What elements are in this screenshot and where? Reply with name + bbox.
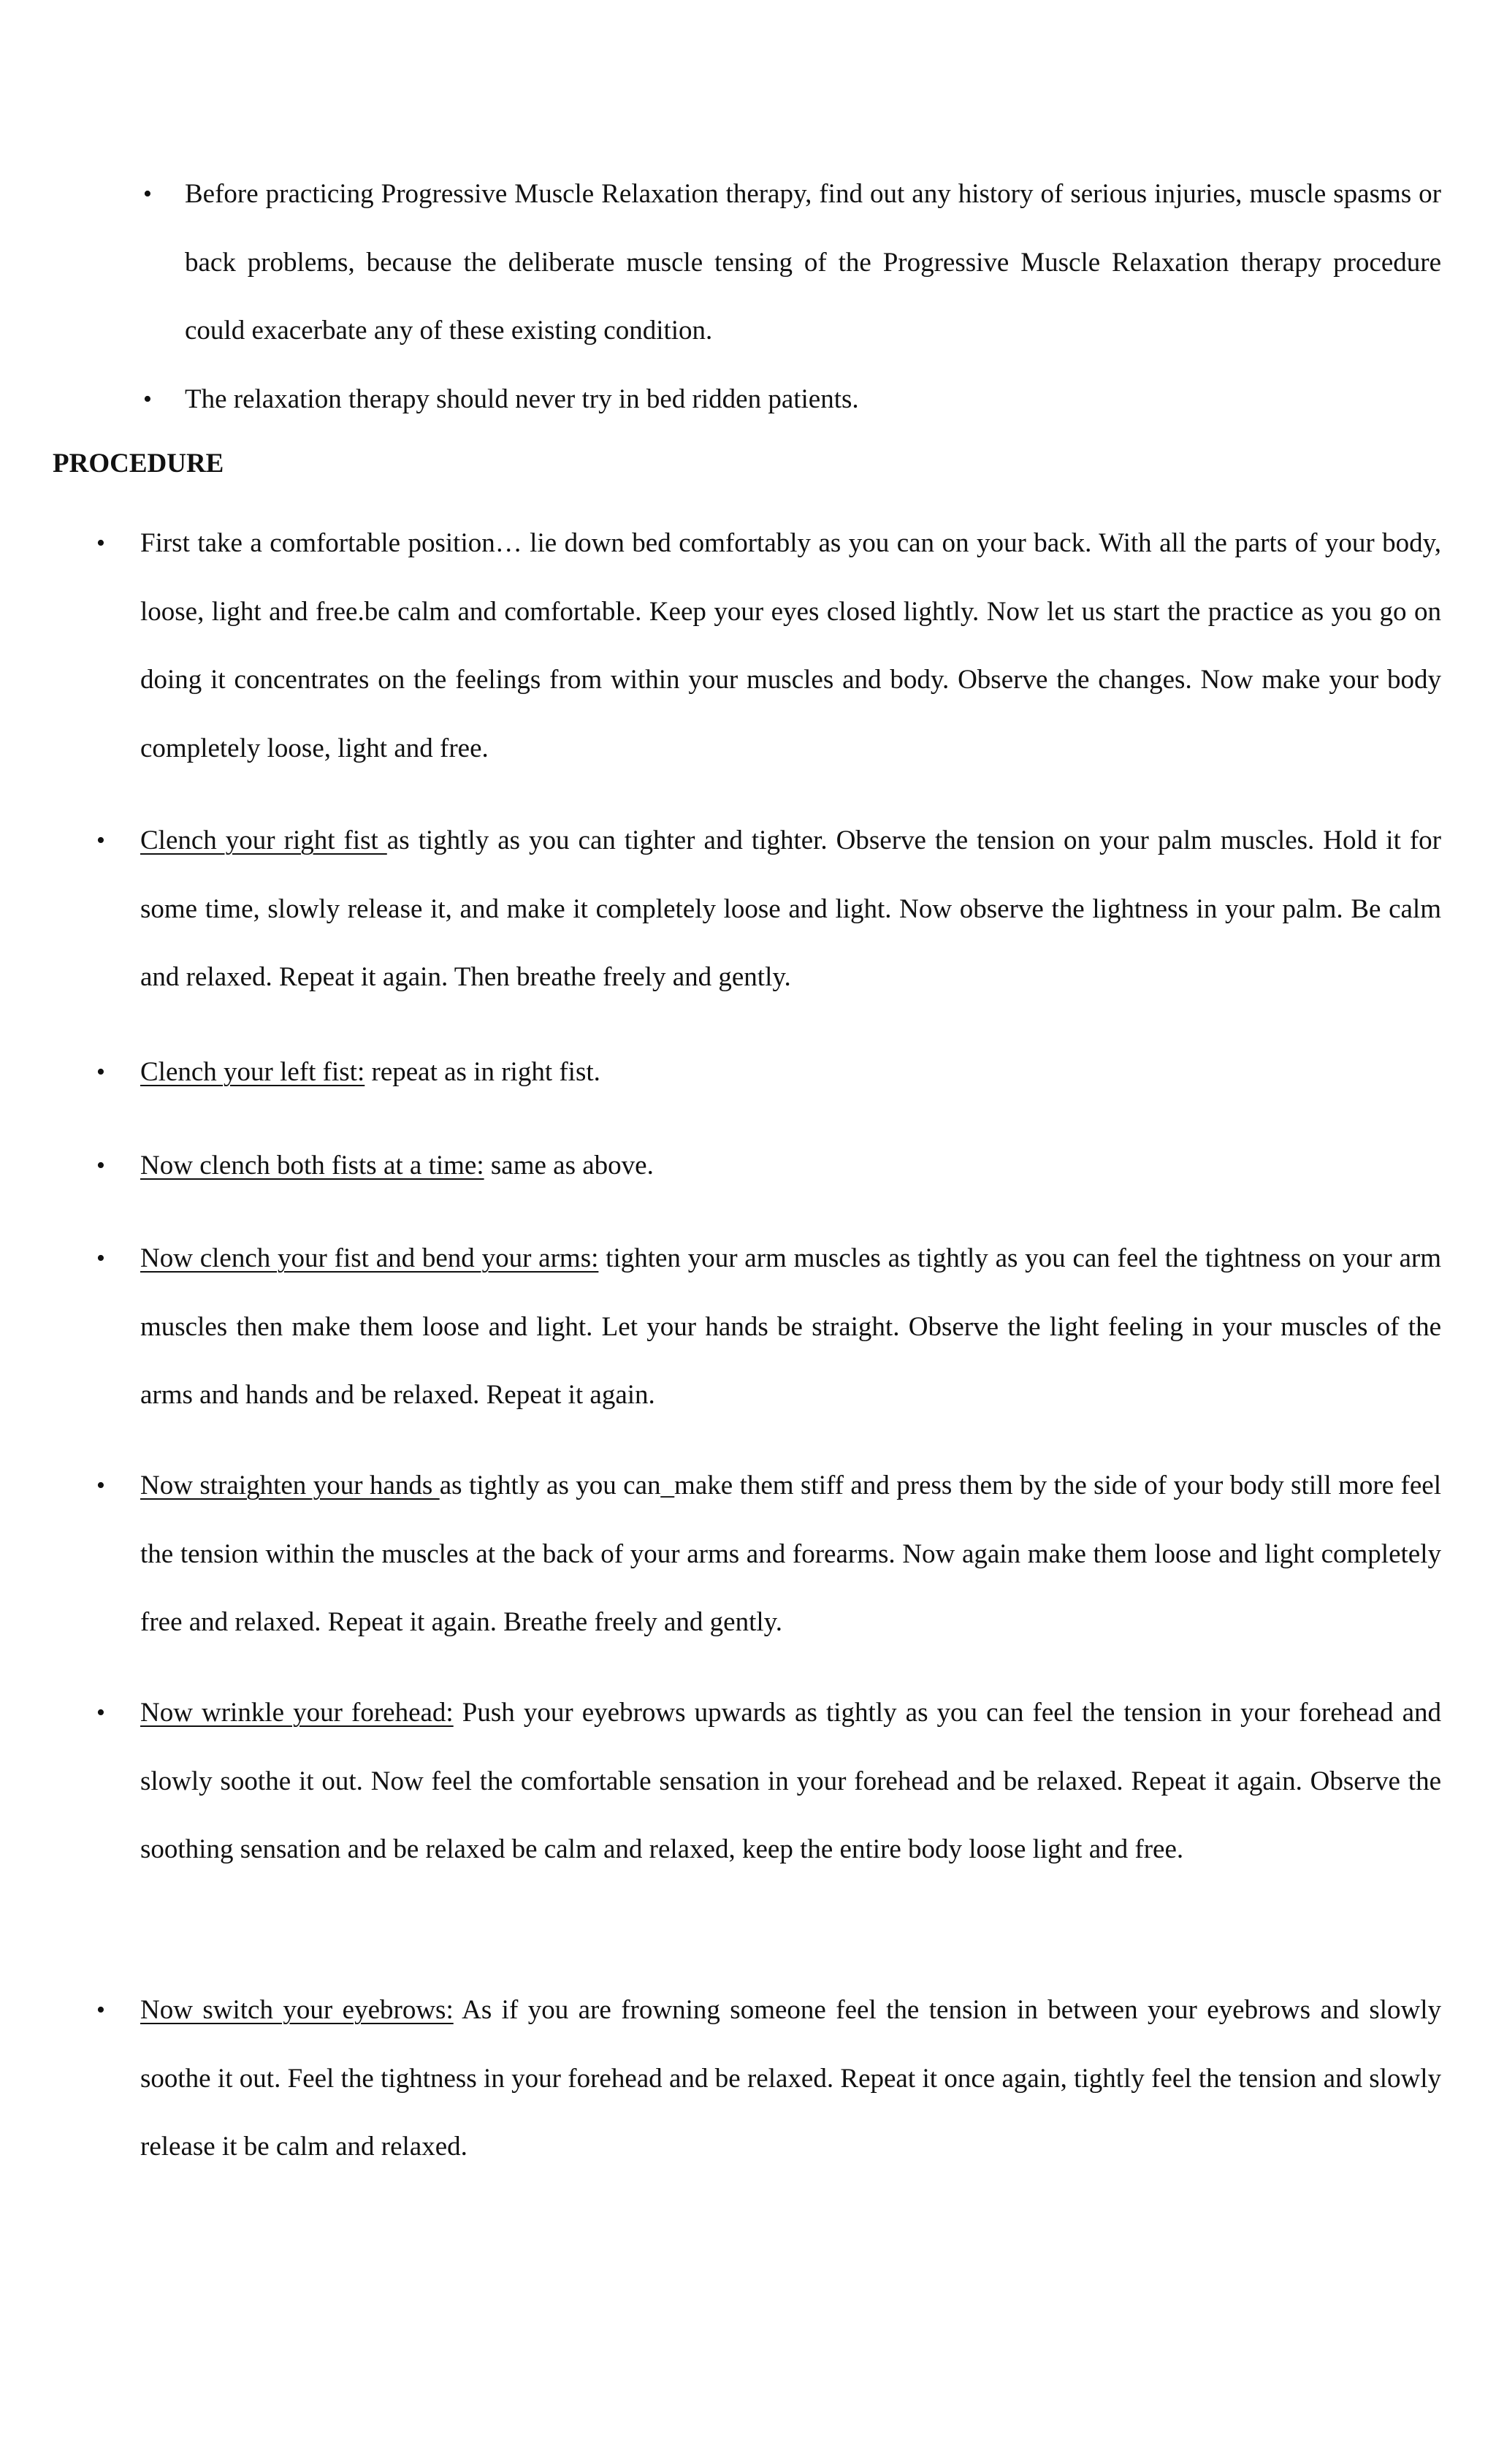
step-lead: Now clench both fists at a time: — [140, 1151, 484, 1180]
bullet-icon: • — [96, 1996, 105, 2024]
step-text: as tightly as you can_make them stiff and press them by the side of your body still more feel the tension within the muscles at the back of your arms and forearms. Now again make them loose and light completely free and relaxed. Repeat it again. Breathe freely and gently. — [140, 1471, 1441, 1637]
precaution-text: Before practicing Progressive Muscle Relaxation therapy, find out any history of serious injuries, muscle spasms or back problems, because the deliberate muscle tensing of the Progressive Muscle Relaxation therapy procedure could exacerbate any of these existing condition. — [185, 179, 1441, 346]
step-text: As if you are frowning someone feel the tension in between your eyebrows and slowly soothe it out. Feel the tightness in your forehead and be relaxed. Repeat it once again, tightly feel the tension and slowly release it be calm and relaxed. — [140, 1995, 1441, 2162]
procedure-step — [96, 806, 1441, 1012]
procedure-step — [96, 1679, 1441, 1884]
step-lead: Now straighten your hands — [140, 1471, 440, 1500]
bullet-icon: • — [96, 1059, 105, 1086]
procedure-step — [96, 1452, 1441, 1657]
bullet-icon: • — [96, 1245, 105, 1272]
bullet-icon: • — [96, 827, 105, 854]
procedure-step — [96, 1224, 1441, 1430]
step-text: Push your eyebrows upwards as tightly as you can feel the tension in your forehead and slowly soothe it out. Now feel the comfortable sensation in your forehead and be relaxed. Repeat it again. Observe the soothing sensation and be relaxed be calm and relaxed, keep the entire body loose light and free. — [140, 1698, 1441, 1864]
procedure-step — [96, 1976, 1441, 2181]
procedure-step — [96, 509, 1441, 782]
step-lead: Now wrinkle your forehead: — [140, 1698, 454, 1728]
step-text: as tightly as you can tighter and tighter. Observe the tension on your palm muscles. Hold it for some time, slowly release it, and make it completely loose and light. Now observe the lightness in your palm. Be calm and relaxed. Repeat it again. Then breathe freely and gently. — [140, 825, 1441, 992]
procedure-step — [96, 1038, 1441, 1107]
step-text: repeat as in right fist. — [365, 1057, 600, 1087]
step-text: tighten your arm muscles as tightly as you can feel the tightness on your arm muscles then make them loose and light. Let your hands be straight. Observe the light feeling in your muscles of the arms and hands and be relaxed. Repeat it again. — [140, 1243, 1441, 1410]
bullet-icon: • — [96, 1699, 105, 1726]
step-text: same as above. — [484, 1151, 654, 1180]
bullet-icon: • — [96, 1152, 105, 1179]
step-lead: Now clench your fist and bend your arms: — [140, 1243, 599, 1273]
step-lead: Clench your right fist — [140, 825, 387, 855]
bullet-icon: • — [143, 180, 152, 207]
procedure-step — [96, 1132, 1441, 1200]
bullet-icon: • — [96, 1472, 105, 1499]
precaution-item — [143, 365, 1441, 434]
bullet-icon: • — [143, 386, 152, 413]
step-lead: Clench your left fist: — [140, 1057, 365, 1087]
precaution-item — [143, 160, 1441, 365]
step-text: First take a comfortable position… lie down bed comfortably as you can on your back. With all the parts of your body, loose, light and free.be calm and comfortable. Keep your eyes closed lightly. Now let us start the practice as you go on doing it concentrates on the feelings from within your muscles and body. Observe the changes. Now make your body completely loose, light and free. — [140, 528, 1441, 763]
precaution-text: The relaxation therapy should never try in bed ridden patients. — [185, 384, 859, 414]
section-heading: PROCEDURE — [53, 449, 224, 478]
bullet-icon: • — [96, 530, 105, 557]
step-lead: Now switch your eyebrows: — [140, 1995, 454, 2025]
